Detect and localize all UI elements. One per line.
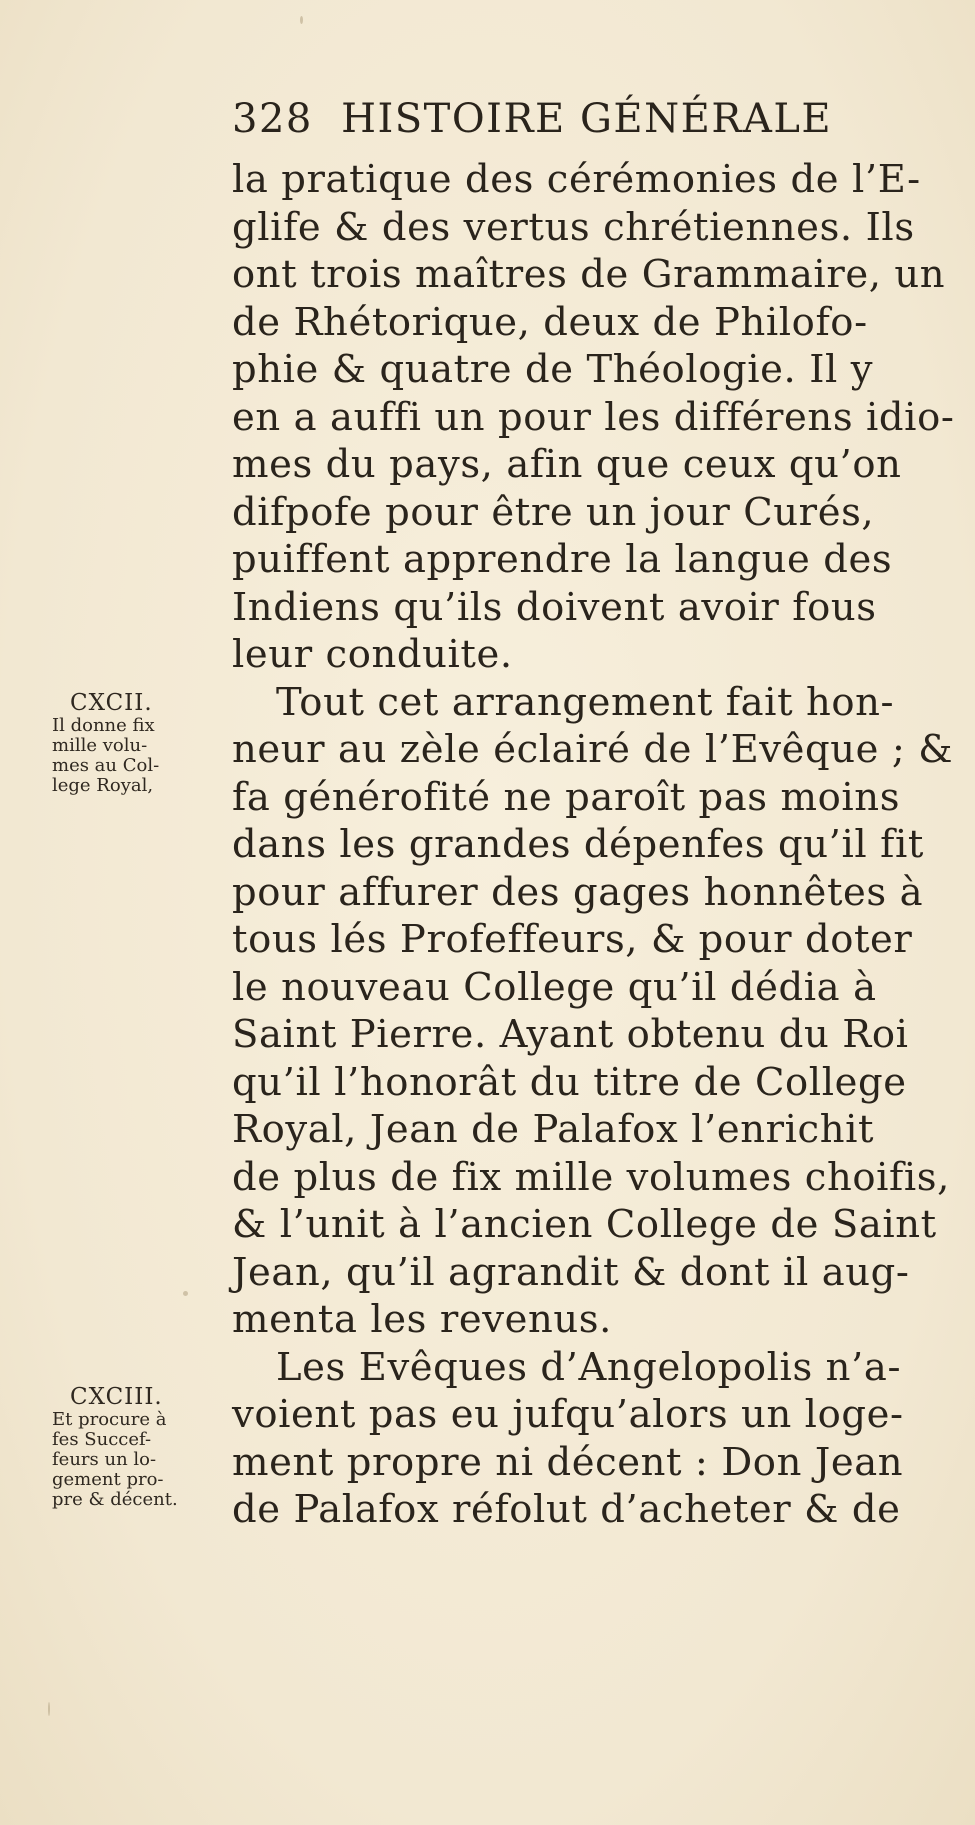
text-line: neur au zèle éclairé de l’Evêque ; &: [232, 727, 954, 772]
text-line: & l’unit à l’ancien College de Saint: [232, 1202, 937, 1247]
margin-note-cxciii: [52, 1384, 227, 1510]
text-line: dans les grandes dépenfes qu’il fit: [232, 822, 924, 867]
margin-note-number: CXCII.: [70, 690, 153, 716]
text-line: fa générofité ne paroît pas moins: [232, 774, 901, 820]
margin-note-line: feurs un lo-: [52, 1449, 157, 1470]
text-line: qu’il l’honorât du titre de College: [232, 1059, 907, 1105]
margin-note-line: fes Succef-: [52, 1429, 152, 1450]
margin-note-line: pre & décent.: [52, 1489, 178, 1510]
text-line: Jean, qu’il agrandit & dont il aug-: [232, 1249, 910, 1295]
text-line: leur conduite.: [232, 632, 513, 677]
paper-speck: [48, 1702, 50, 1716]
text-line: Saint Pierre. Ayant obtenu du Roi: [232, 1012, 909, 1057]
margin-note-line: gement pro-: [52, 1469, 164, 1490]
margin-note-line: lege Royal,: [52, 775, 154, 796]
margin-note-line: mes au Col-: [52, 755, 160, 776]
text-line: ment propre ni décent : Don Jean: [232, 1439, 904, 1485]
text-line: la pratique des cérémonies de l’E-: [232, 157, 921, 202]
margin-note-line: Et procure à: [52, 1409, 167, 1430]
paper-speck: [183, 1291, 188, 1296]
body-text: [232, 156, 955, 1534]
paper-speck: [300, 16, 303, 24]
margin-note-line: Il donne fix: [52, 715, 155, 736]
text-line: mes du pays, afin que ceux qu’on: [232, 442, 902, 487]
text-line: de Rhétorique, deux de Philofo-: [232, 299, 868, 345]
text-line: en a auffi un pour les différens idio-: [232, 394, 955, 440]
text-line: phie & quatre de Théologie. Il y: [232, 347, 874, 392]
text-line: menta les revenus.: [232, 1297, 612, 1342]
text-line: pour affurer des gages honnêtes à: [232, 869, 924, 915]
text-line: glife & des vertus chrétiennes. Ils: [232, 204, 915, 250]
text-line: le nouveau College qu’il dédia à: [232, 964, 877, 1010]
text-line: puiffent apprendre la langue des: [232, 537, 893, 582]
paragraph-start-line: Tout cet arrangement fait hon-: [276, 679, 895, 725]
text-line: tous lés Profeffeurs, & pour doter: [232, 917, 913, 962]
text-line: ont trois maîtres de Grammaire, un: [232, 252, 946, 297]
text-line: difpofe pour être un jour Curés,: [232, 489, 875, 535]
page-number: 328: [232, 96, 313, 142]
text-line: Royal, Jean de Palafox l’enrichit: [232, 1107, 875, 1152]
text-line: de Palafox réfolut d’acheter & de: [232, 1487, 901, 1532]
text-line: voient pas eu jufqu’alors un loge-: [232, 1392, 904, 1437]
running-header: [232, 96, 872, 148]
margin-note-cxcii: [52, 690, 227, 796]
running-title: HISTOIRE GÉNÉRALE: [341, 96, 833, 142]
text-line: Indiens qu’ils doivent avoir fous: [232, 584, 877, 630]
margin-note-number: CXCIII.: [70, 1384, 163, 1410]
text-line: de plus de fix mille volumes choifis,: [232, 1154, 951, 1200]
paragraph-start-line: Les Evêques d’Angelopolis n’a-: [276, 1344, 902, 1390]
margin-note-line: mille volu-: [52, 735, 148, 756]
